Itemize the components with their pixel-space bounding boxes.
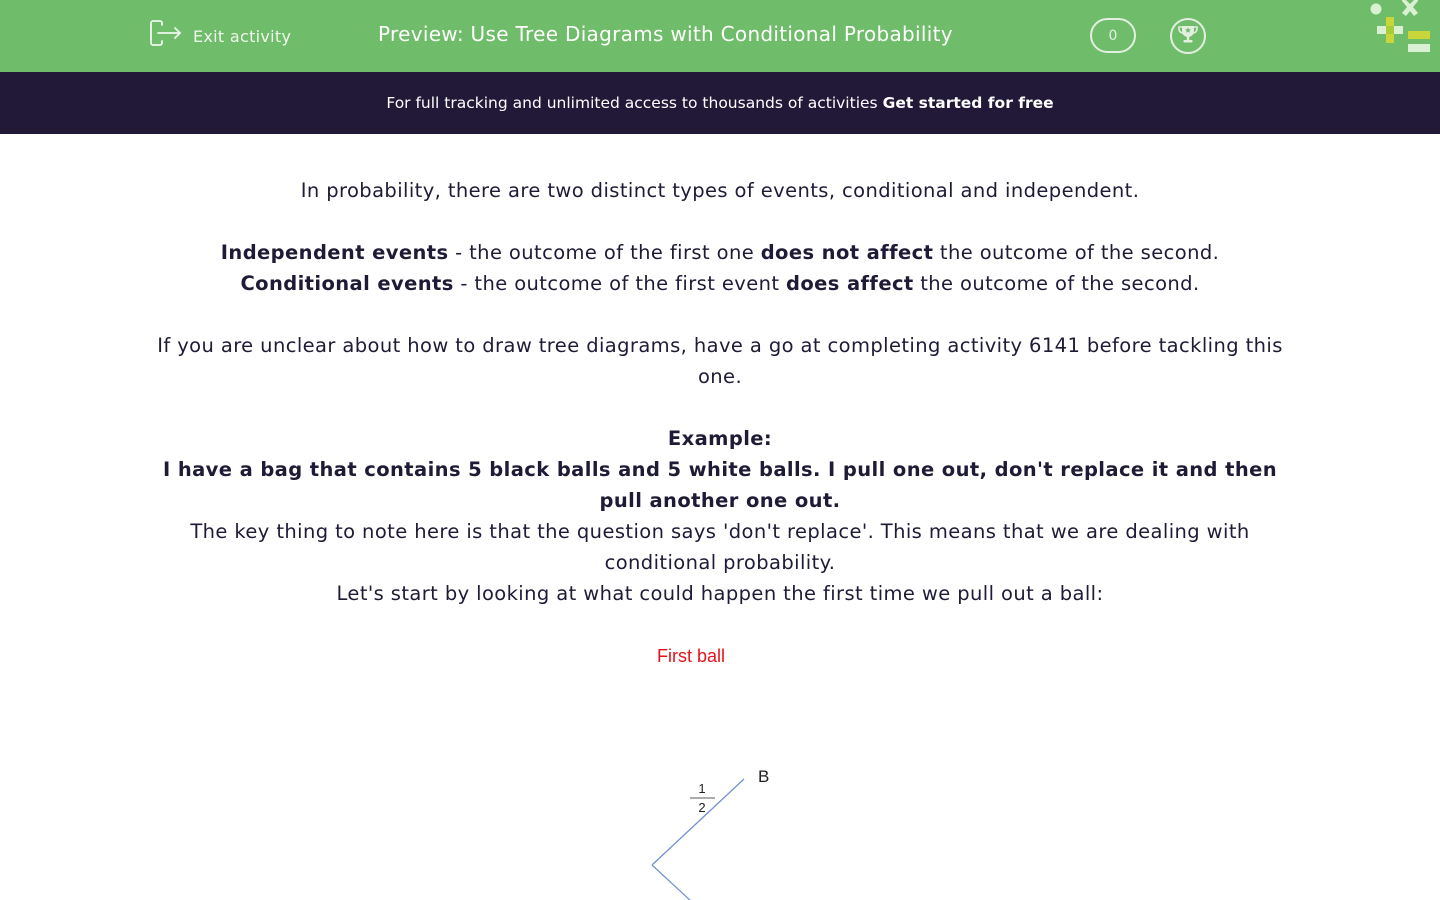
branch-lines [652,779,744,900]
lead-in-text: Let's start by looking at what could happen the first time we pull out a ball: [336,582,1104,605]
trophy-icon [1177,23,1199,49]
exit-icon [149,19,183,53]
independent-emphasis: does not affect [760,241,934,264]
upgrade-banner [0,72,1440,134]
stage-label: First ball [657,646,726,666]
independent-definition [140,237,1300,268]
intro-text: In probability, there are two distinct types of events, conditional and independent. [300,179,1140,202]
lesson-content [140,175,1300,609]
conditional-emphasis: does affect [786,272,914,295]
example-heading [140,423,1300,454]
trophy-button[interactable] [1170,18,1206,54]
exit-activity-label: Exit activity [193,26,292,46]
page-title: Preview: Use Tree Diagrams with Conditional Probability [378,22,953,46]
top-bar [0,0,1440,72]
example-question-text: I have a bag that contains 5 black balls and 5 white balls. I pull one out, don't replace it and then pull another one out. [162,458,1278,512]
exit-activity-button[interactable] [149,20,291,52]
conditional-definition [140,268,1300,299]
banner-text: For full tracking and unlimited access to thousands of activities [386,94,878,112]
probability-denominator: 2 [698,800,706,815]
probability-numerator: 1 [698,781,706,796]
example-heading-label: Example: [667,427,773,450]
explanation-text: The key thing to note here is that the question says 'don't replace'. This means that we are dealing with conditional probability. [190,520,1250,574]
conditional-term: Conditional events [240,272,454,295]
prerequisite-text: If you are unclear about how to draw tree diagrams, have a go at completing activity 6141 before tackling this one. [157,334,1283,388]
example-question [140,454,1300,516]
conditional-text-1: - the outcome of the first event [453,272,787,295]
score-badge [1090,18,1136,53]
independent-text-2: the outcome of the second. [933,241,1220,264]
conditional-text-2: the outcome of the second. [913,272,1200,295]
get-started-link[interactable]: Get started for free [882,94,1054,112]
tree-diagram [600,630,840,900]
logo-math-symbols [1368,0,1440,56]
outcome-label: B [758,767,770,786]
independent-term: Independent events [220,241,449,264]
independent-text-1: - the outcome of the first one [448,241,761,264]
score-value: 0 [1108,27,1118,44]
